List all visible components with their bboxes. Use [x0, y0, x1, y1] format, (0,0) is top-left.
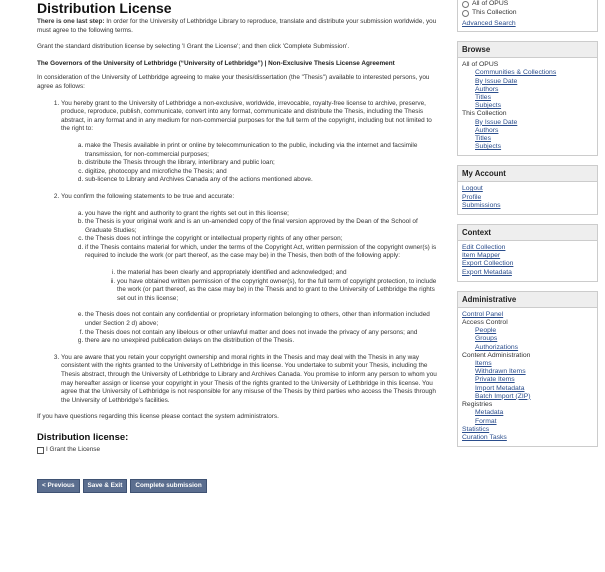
intro-body: In order for the University of Lethbridge Library to reproduce, translate and distribute your submission worldwide, you must agree to the following terms. [37, 18, 437, 34]
clause-2-item: a. you have the right and authority to grant the rights set out in this license; [85, 210, 442, 219]
scope-this-radio[interactable] [462, 10, 469, 17]
browse-this-label: This Collection [462, 110, 507, 118]
intro-text [37, 18, 442, 35]
save-exit-button[interactable]: Save & Exit [83, 479, 128, 493]
admin-title: Administrative [458, 292, 597, 308]
button-row [37, 479, 442, 493]
clause-2-item-d-text: if the Thesis contains material for which, under the terms of the Copyright Act, written permission of the copyright owner(s) is required to include the work (or part thereof, as the case may be) in the Thesis, then both of the following apply: [85, 243, 437, 260]
clause-1-list [61, 142, 442, 185]
format-registry-link[interactable]: Format [475, 417, 497, 425]
clause-1-item: c. digitize, photocopy and microfiche the Thesis; and [85, 168, 442, 177]
clause-2-list [61, 210, 442, 346]
registries-label: Registries [462, 401, 493, 409]
clause-2-item: f. the Thesis does not contain any libelous or other unlawful matter and does not invade the privacy of any persons; and [85, 329, 442, 338]
items-link[interactable]: Items [475, 360, 492, 368]
clause-2-subitem: i. the material has been clearly and appropriately identified and acknowledged; and [117, 269, 442, 278]
curation-tasks-link[interactable]: Curation Tasks [462, 433, 507, 441]
logout-link[interactable]: Logout [462, 185, 483, 193]
clause-2-text: You confirm the following statements to be true and accurate: [61, 192, 235, 200]
complete-submission-button[interactable]: Complete submission [130, 479, 206, 493]
advanced-search-link[interactable]: Advanced Search [462, 20, 516, 27]
browse-all-authors-link[interactable]: Authors [475, 85, 499, 93]
browse-all-label: All of OPUS [462, 61, 499, 69]
license-terms [37, 100, 442, 406]
clause-3: 3. You are aware that you retain your copyright ownership and moral rights in the Thesis and may deal with the Thesis in any way consistent with the rights granted to the University of Lethbridge in this license. You undertake to submit your Thesis, including the Thesis abstract, through the University of Lethbridge to Library and Archives Canada. You promise to inform any person to whom you may hereafter assign or license your copyright in your Thesis of the rights granted to the University of Lethbridge in this license. You agree that the University of Lethbridge is not responsible for any misuse of the Thesis by third parties who access the Thesis through the University of Lethbridge’s facilities. [61, 354, 442, 406]
browse-all-subjects-link[interactable]: Subjects [475, 102, 502, 110]
intro-bold: There is one last step: [37, 18, 105, 25]
context-title: Context [458, 225, 597, 241]
account-title: My Account [458, 166, 597, 182]
import-metadata-link[interactable]: Import Metadata [475, 384, 525, 392]
submissions-link[interactable]: Submissions [462, 201, 501, 209]
admin-body [458, 308, 597, 446]
clause-2-item: g. there are no unexpired publication delays on the distribution of the Thesis. [85, 337, 442, 346]
page-title: Distribution License [37, 0, 172, 16]
scope-all-label[interactable]: All of OPUS [472, 0, 509, 8]
consideration-text: In consideration of the University of Lethbridge agreeing to make your thesis/dissertation (the "Thesis") available to interested persons, you agree as follows: [37, 74, 430, 90]
account-body [458, 182, 597, 214]
scope-this-label[interactable]: This Collection [472, 9, 517, 17]
clause-2-item: b. the Thesis is your original work and is an un-amended copy of the final version approved by the Dean of the School of Graduate Studies; [85, 218, 442, 235]
access-control-label: Access Control [462, 319, 508, 327]
item-mapper-link[interactable]: Item Mapper [462, 252, 501, 260]
browse-this-titles-link[interactable]: Titles [475, 135, 491, 143]
previous-button[interactable]: < Previous [37, 479, 80, 493]
browse-all-titles-link[interactable]: Titles [475, 94, 491, 102]
browse-this-subjects-link[interactable]: Subjects [475, 143, 502, 151]
clause-2-sublist [85, 269, 442, 303]
clause-2 [61, 193, 442, 346]
withdrawn-items-link[interactable]: Withdrawn Items [475, 368, 526, 376]
distribution-license-heading: Distribution license: [37, 431, 129, 443]
statistics-link[interactable]: Statistics [462, 425, 490, 433]
people-link[interactable]: People [475, 327, 497, 335]
sidebar [457, 0, 598, 447]
scope-this-row[interactable] [462, 9, 593, 18]
edit-collection-link[interactable]: Edit Collection [462, 244, 506, 252]
search-scope-box [457, 0, 598, 32]
grant-license-row[interactable] [37, 446, 442, 455]
clause-1 [61, 100, 442, 185]
context-body [458, 241, 597, 281]
browse-this-date-link[interactable]: By Issue Date [475, 118, 518, 126]
browse-body [458, 58, 597, 155]
main-content [37, 0, 442, 493]
admin-box [457, 291, 598, 447]
export-collection-link[interactable]: Export Collection [462, 260, 514, 268]
clause-1-item: b. distribute the Thesis through the library, interlibrary and public loan; [85, 159, 442, 168]
questions-text: If you have questions regarding this license please contact the system administrators. [37, 413, 279, 421]
clause-1-text: You hereby grant to the University of Lethbridge a non-exclusive, worldwide, irrevocable, royalty-free license to archive, preserve, produce, reproduce, publish, communicate, convert into any format, communicate and distribute the Thesis, including the Thesis abstract, in any format and in any medium for non-commercial purposes for the full term of the copyright, including but not limited to the right to: [61, 99, 432, 133]
clause-2-item: c. the Thesis does not infringe the copyright or intellectual property rights of any other person; [85, 235, 442, 244]
scope-all-row[interactable] [462, 0, 593, 9]
groups-link[interactable]: Groups [475, 335, 498, 343]
account-box [457, 165, 598, 215]
scope-all-radio[interactable] [462, 1, 469, 8]
agreement-title: The Governors of the University of Lethbridge (“University of Lethbridge”) | Non-Exclusive Thesis License Agreement [37, 59, 395, 67]
private-items-link[interactable]: Private Items [475, 376, 515, 384]
batch-import-link[interactable]: Batch Import (ZIP) [475, 392, 531, 400]
grant-license-checkbox[interactable] [37, 447, 44, 454]
context-box [457, 224, 598, 282]
grant-license-label[interactable]: I Grant the License [46, 445, 100, 453]
browse-communities-link[interactable]: Communities & Collections [475, 69, 557, 77]
authorizations-link[interactable]: Authorizations [475, 343, 519, 351]
profile-link[interactable]: Profile [462, 193, 482, 201]
grant-instruction: Grant the standard distribution license by selecting 'I Grant the License'; and then click 'Complete Submission'. [37, 43, 350, 51]
clause-2-item: e. the Thesis does not contain any confidential or proprietary information belonging to others, other than information included under Section 2 d) above; [85, 311, 442, 328]
browse-box [457, 41, 598, 156]
browse-this-authors-link[interactable]: Authors [475, 126, 499, 134]
control-panel-link[interactable]: Control Panel [462, 310, 504, 318]
clause-2-subitem: ii. you have obtained written permission of the copyright owner(s), for the full term of copyright protection, to include the work (or part thereof, as the case may be) in the Thesis and to grant to the University of Lethbridge the rights set out in this license; [117, 278, 442, 304]
browse-title: Browse [458, 42, 597, 58]
metadata-registry-link[interactable]: Metadata [475, 409, 504, 417]
content-admin-label: Content Administration [462, 351, 531, 359]
browse-all-date-link[interactable]: By Issue Date [475, 77, 518, 85]
clause-2-item-d [85, 244, 442, 304]
export-metadata-link[interactable]: Export Metadata [462, 268, 512, 276]
clause-1-item: a. make the Thesis available in print or online by telecommunication to the public, including via the internet and facsimile transmission, for non-commercial purposes; [85, 142, 442, 159]
clause-1-item: d. sub-licence to Library and Archives Canada any of the actions mentioned above. [85, 176, 442, 185]
